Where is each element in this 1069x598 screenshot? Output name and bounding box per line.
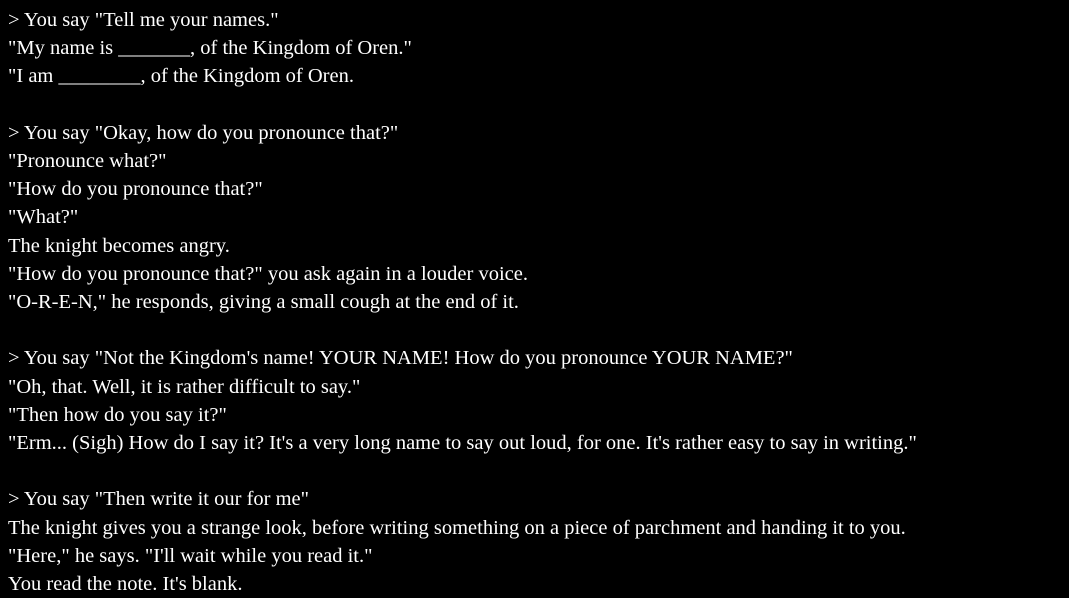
story-narration-line: "How do you pronounce that?" <box>8 178 263 201</box>
story-narration-line: "Oh, that. Well, it is rather difficult to say." <box>8 375 361 398</box>
story-narration-line: "Here," he says. "I'll wait while you read it." <box>8 544 373 567</box>
story-narration-line: "What?" <box>8 206 79 229</box>
story-narration-line: The knight gives you a strange look, before writing something on a piece of parchment and handing it to you. <box>8 516 906 539</box>
story-narration-line: "Then how do you say it?" <box>8 403 227 426</box>
story-player-input-line: > You say "Tell me your names." <box>8 9 279 31</box>
story-player-input-line: > You say "Okay, how do you pronounce that?" <box>8 121 399 144</box>
story-player-input-line: > You say "Not the Kingdom's name! YOUR NAME! How do you pronounce YOUR NAME?" <box>8 347 793 370</box>
story-blank-line <box>8 457 1069 485</box>
story-narration-line: You read the note. It's blank. <box>8 573 243 596</box>
story-narration-line: "My name is _______, of the Kingdom of Oren." <box>8 37 412 60</box>
story-narration-line: "Pronounce what?" <box>8 150 167 172</box>
story-blank-line <box>8 91 1069 119</box>
story-narration-line: "O-R-E-N," he responds, giving a small cough at the end of it. <box>8 291 519 314</box>
story-narration-line: "How do you pronounce that?" you ask again in a louder voice. <box>8 262 528 285</box>
story-narration-line: The knight becomes angry. <box>8 234 230 257</box>
story-player-input-line: > You say "Then write it our for me" <box>8 488 310 511</box>
story-narration-line: "I am ________, of the Kingdom of Oren. <box>8 65 354 88</box>
story-blank-line <box>8 316 1069 344</box>
story-narration-line: "Erm... (Sigh) How do I say it? It's a very long name to say out loud, for one. It's rather easy to say in writing." <box>8 432 917 455</box>
